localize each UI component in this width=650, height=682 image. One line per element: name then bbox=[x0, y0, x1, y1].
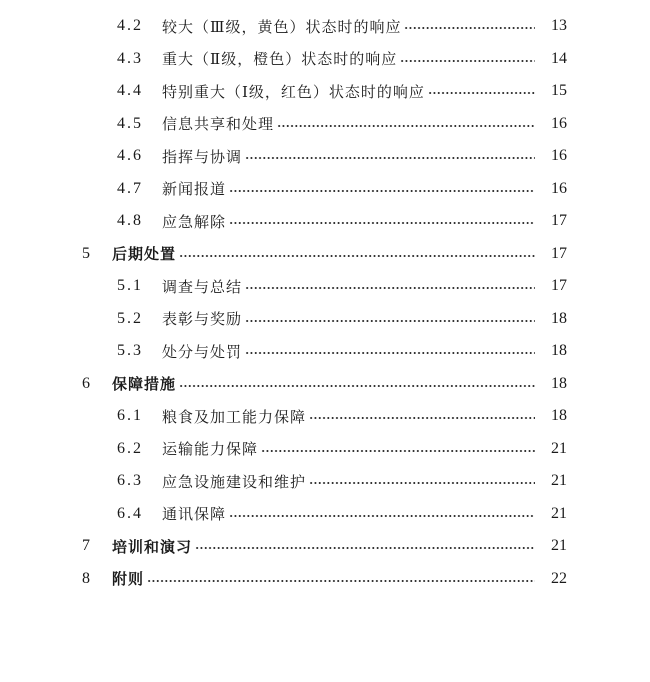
dot-leader bbox=[229, 515, 535, 517]
toc-entry-number: 5.1 bbox=[117, 277, 143, 295]
toc-entry-5-1[interactable] bbox=[0, 270, 650, 303]
toc-entry-number: 4.5 bbox=[117, 114, 143, 132]
toc-entry-number: 7 bbox=[82, 537, 92, 555]
toc-entry-number: 6 bbox=[82, 374, 92, 392]
dot-leader bbox=[245, 287, 535, 289]
toc-entry-title: 附则 bbox=[112, 570, 145, 589]
dot-leader bbox=[428, 92, 535, 94]
dot-leader bbox=[195, 547, 535, 549]
toc-entry-6-1[interactable] bbox=[0, 400, 650, 433]
toc-entry-4-2[interactable] bbox=[0, 10, 650, 43]
toc-entry-title: 应急解除 bbox=[162, 212, 227, 231]
toc-entry-4-5[interactable] bbox=[0, 108, 650, 141]
toc-entry-title: 重大（Ⅱ级，橙色）状态时的响应 bbox=[162, 50, 398, 69]
toc-entry-title: 后期处置 bbox=[112, 245, 177, 264]
toc-entry-number: 5 bbox=[82, 244, 92, 262]
toc-entry-4-6[interactable] bbox=[0, 140, 650, 173]
toc-entry-page: 17 bbox=[551, 212, 567, 230]
toc-entry-6-4[interactable] bbox=[0, 498, 650, 531]
dot-leader bbox=[179, 255, 535, 257]
toc-entry-5[interactable] bbox=[0, 238, 650, 271]
toc-entry-page: 18 bbox=[551, 407, 567, 425]
toc-entry-number: 4.6 bbox=[117, 147, 143, 165]
toc-entry-4-3[interactable] bbox=[0, 43, 650, 76]
toc-entry-number: 6.3 bbox=[117, 472, 143, 490]
toc-entry-5-2[interactable] bbox=[0, 303, 650, 336]
toc-entry-title: 处分与处罚 bbox=[162, 342, 243, 361]
toc-entry-page: 18 bbox=[551, 342, 567, 360]
toc-entry-title: 表彰与奖励 bbox=[162, 310, 243, 329]
toc-entry-title: 通讯保障 bbox=[162, 505, 227, 524]
toc-entry-number: 8 bbox=[82, 569, 92, 587]
toc-entry-title: 保障措施 bbox=[112, 375, 177, 394]
toc-entry-page: 18 bbox=[551, 309, 567, 327]
toc-entry-8[interactable] bbox=[0, 563, 650, 596]
toc-entry-6-3[interactable] bbox=[0, 465, 650, 498]
dot-leader bbox=[261, 450, 535, 452]
toc-entry-page: 21 bbox=[551, 472, 567, 490]
dot-leader bbox=[404, 27, 535, 29]
toc-entry-page: 22 bbox=[551, 569, 567, 587]
dot-leader bbox=[400, 60, 535, 62]
dot-leader bbox=[245, 352, 535, 354]
dot-leader bbox=[147, 580, 535, 582]
toc-entry-page: 16 bbox=[551, 179, 567, 197]
toc-entry-4-7[interactable] bbox=[0, 173, 650, 206]
toc-entry-number: 6.1 bbox=[117, 407, 143, 425]
toc-entry-number: 4.3 bbox=[117, 49, 143, 67]
dot-leader bbox=[179, 385, 535, 387]
toc-entry-page: 15 bbox=[551, 82, 567, 100]
toc-entry-4-4[interactable] bbox=[0, 75, 650, 108]
toc-entry-page: 21 bbox=[551, 439, 567, 457]
toc-entry-title: 指挥与协调 bbox=[162, 147, 243, 166]
toc-entry-4-8[interactable] bbox=[0, 205, 650, 238]
dot-leader bbox=[229, 190, 535, 192]
dot-leader bbox=[277, 125, 535, 127]
toc-entry-page: 21 bbox=[551, 537, 567, 555]
toc-entry-page: 17 bbox=[551, 244, 567, 262]
toc-entry-5-3[interactable] bbox=[0, 335, 650, 368]
toc-entry-title: 培训和演习 bbox=[112, 537, 193, 556]
toc-entry-title: 较大（Ⅲ级，黄色）状态时的响应 bbox=[162, 17, 402, 36]
toc-entry-page: 17 bbox=[551, 277, 567, 295]
dot-leader bbox=[309, 417, 535, 419]
toc-entry-number: 4.4 bbox=[117, 82, 143, 100]
toc-entry-6[interactable] bbox=[0, 368, 650, 401]
toc-entry-title: 运输能力保障 bbox=[162, 440, 259, 459]
toc-entry-page: 16 bbox=[551, 147, 567, 165]
toc-entry-title: 特别重大（Ⅰ级，红色）状态时的响应 bbox=[162, 82, 425, 101]
toc-entry-number: 6.4 bbox=[117, 504, 143, 522]
toc-entry-number: 5.2 bbox=[117, 309, 143, 327]
toc-entry-title: 信息共享和处理 bbox=[162, 115, 275, 134]
toc-entry-number: 6.2 bbox=[117, 439, 143, 457]
dot-leader bbox=[309, 482, 535, 484]
table-of-contents bbox=[0, 10, 650, 595]
toc-entry-number: 4.8 bbox=[117, 212, 143, 230]
toc-entry-number: 4.7 bbox=[117, 179, 143, 197]
toc-entry-page: 13 bbox=[551, 17, 567, 35]
toc-entry-page: 18 bbox=[551, 374, 567, 392]
toc-entry-title: 应急设施建设和维护 bbox=[162, 472, 307, 491]
toc-entry-page: 21 bbox=[551, 504, 567, 522]
toc-entry-number: 5.3 bbox=[117, 342, 143, 360]
toc-entry-number: 4.2 bbox=[117, 17, 143, 35]
toc-entry-title: 粮食及加工能力保障 bbox=[162, 407, 307, 426]
toc-entry-title: 调查与总结 bbox=[162, 277, 243, 296]
dot-leader bbox=[245, 157, 535, 159]
dot-leader bbox=[245, 320, 535, 322]
toc-entry-page: 14 bbox=[551, 49, 567, 67]
toc-entry-6-2[interactable] bbox=[0, 433, 650, 466]
dot-leader bbox=[229, 222, 535, 224]
toc-entry-7[interactable] bbox=[0, 530, 650, 563]
toc-entry-title: 新闻报道 bbox=[162, 180, 227, 199]
toc-entry-page: 16 bbox=[551, 114, 567, 132]
